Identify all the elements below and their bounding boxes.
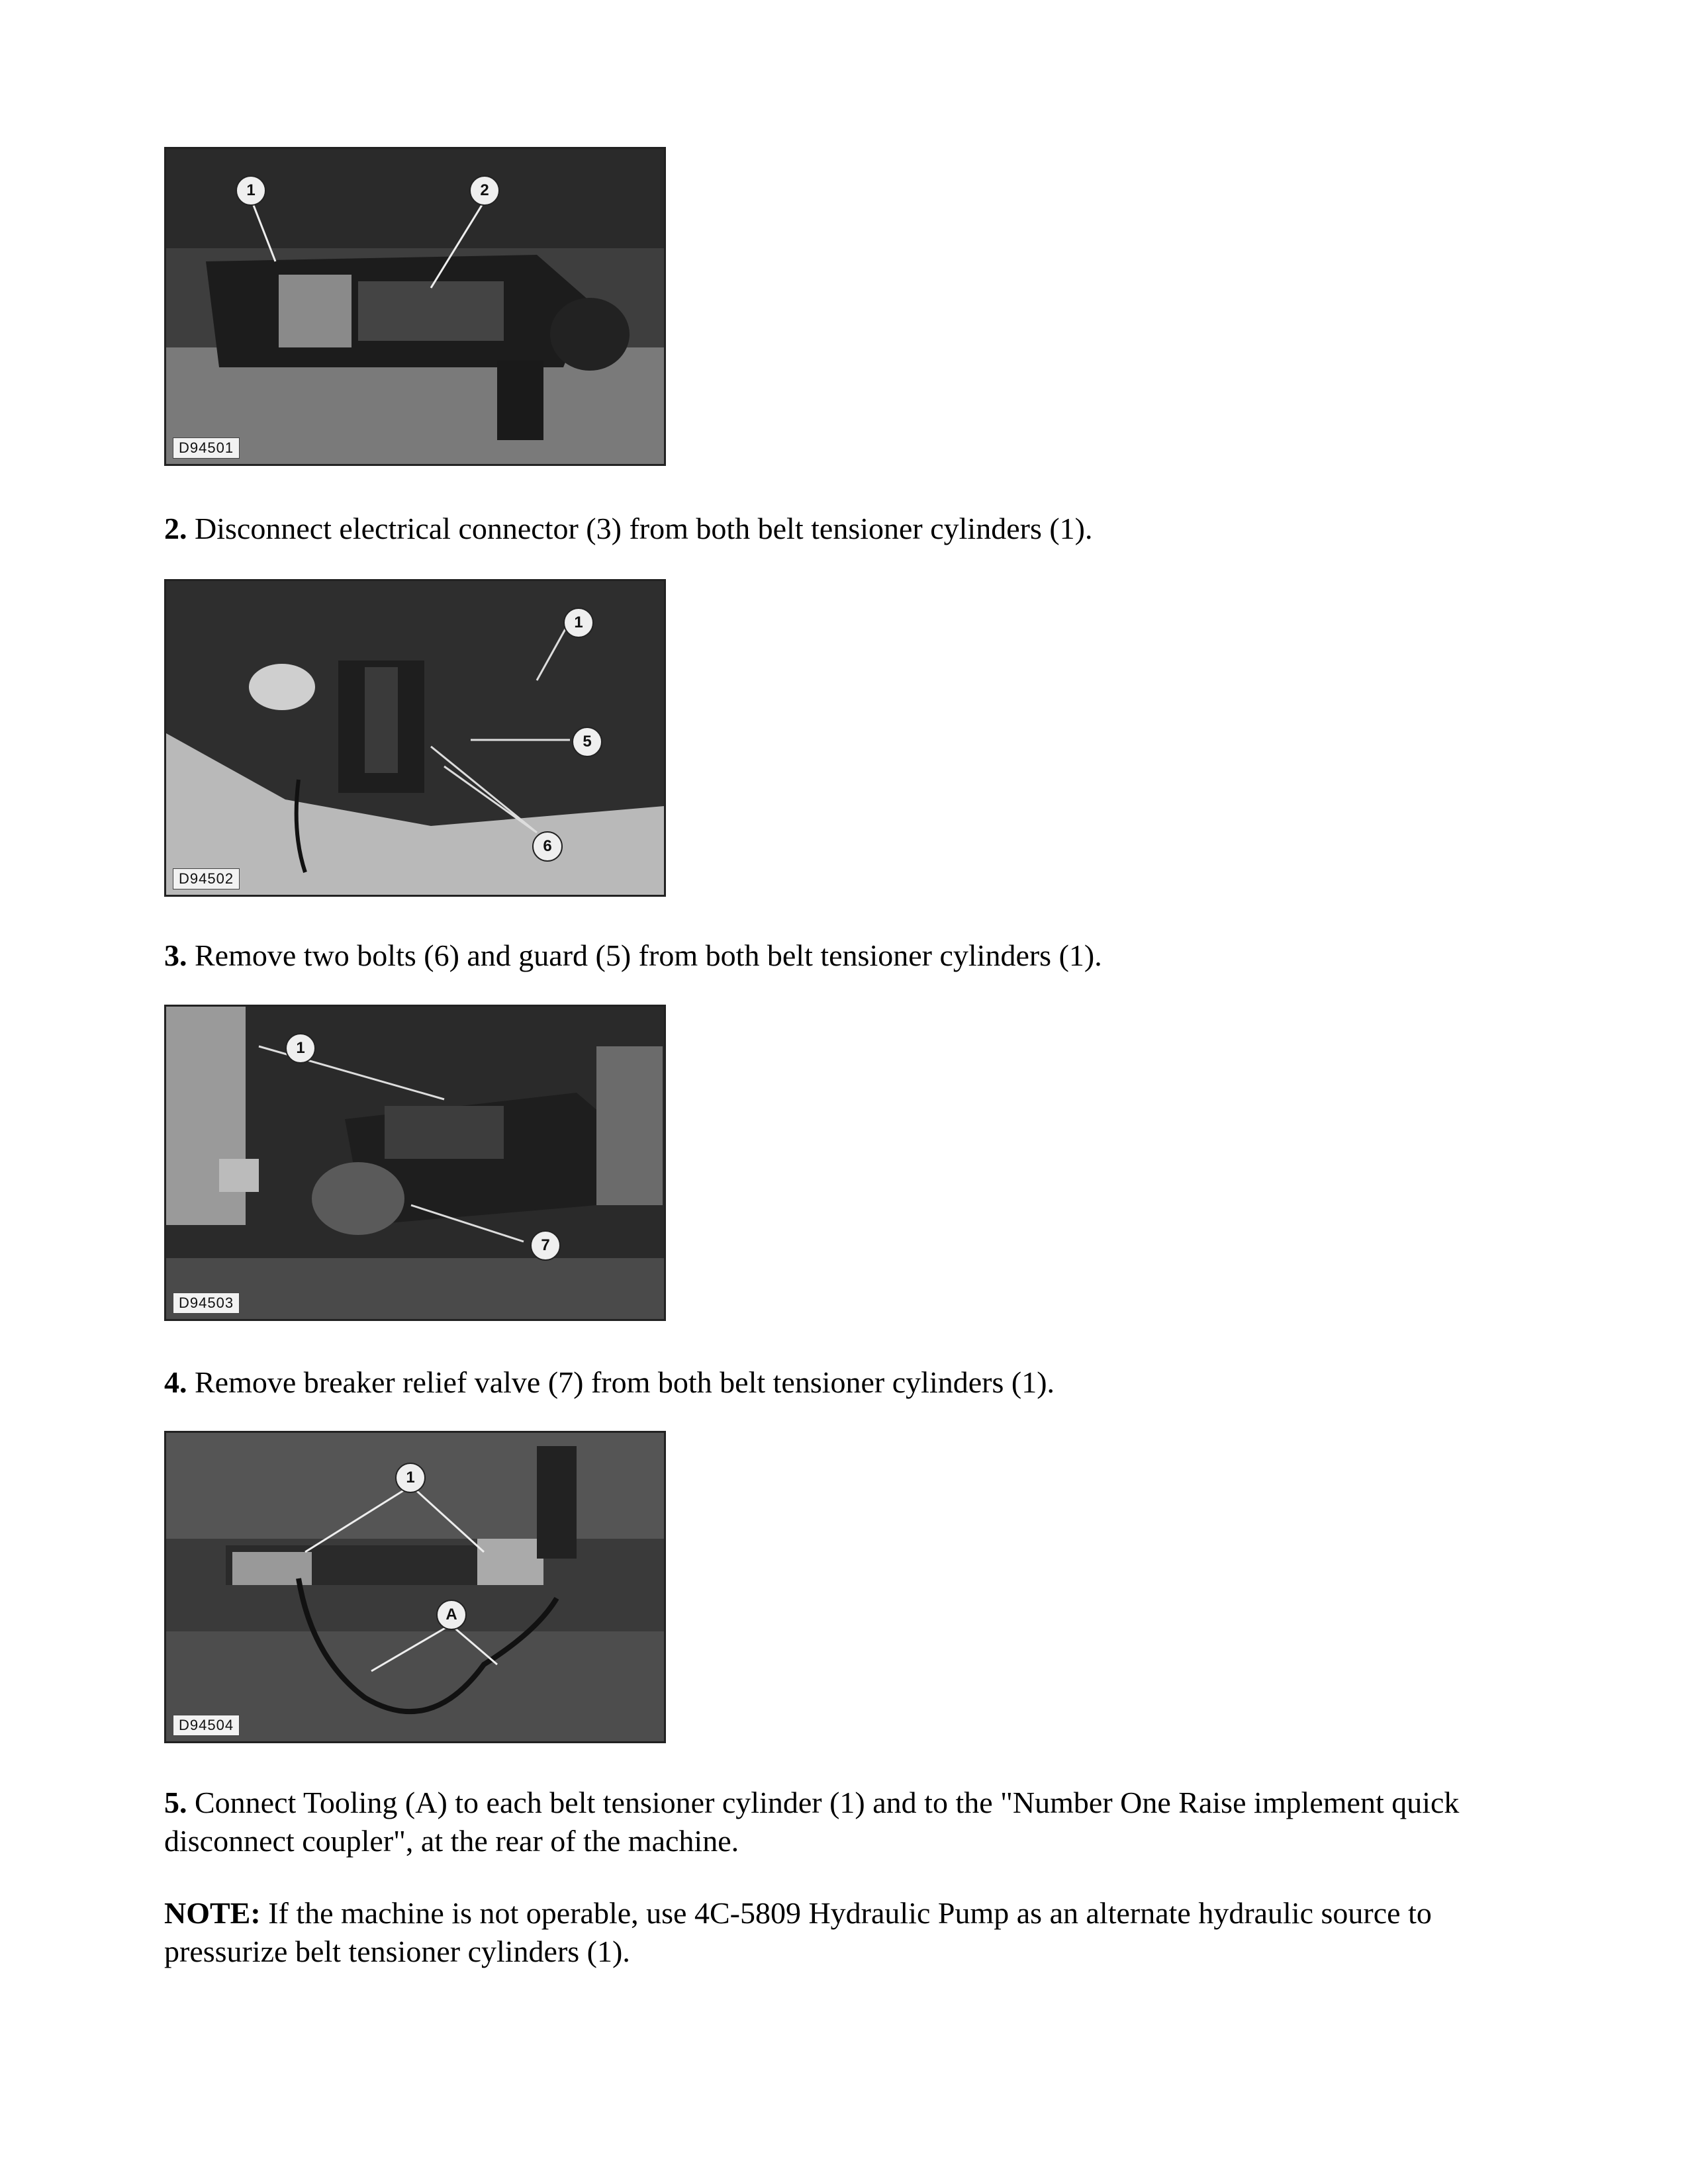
step-2 (164, 510, 1488, 548)
callout-1: 1 (563, 608, 594, 638)
callout-1: 1 (395, 1463, 426, 1493)
step-text: Remove two bolts (6) and guard (5) from both belt tensioner cylinders (1). (187, 938, 1102, 972)
figure-photo-d94501 (164, 147, 666, 466)
callout-5: 5 (572, 727, 602, 757)
callout-2: 2 (469, 175, 500, 206)
step-4 (164, 1363, 1488, 1402)
step-number: 3. (164, 938, 187, 972)
figure-id: D94504 (173, 1715, 240, 1736)
note-text: If the machine is not operable, use 4C-5809 Hydraulic Pump as an alternate hydraulic source to pressurize belt tensioner cylinders (1). (164, 1896, 1432, 1968)
breaker-relief-valve-photo (166, 1007, 664, 1319)
figure-id: D94503 (173, 1293, 240, 1314)
step-number: 2. (164, 512, 187, 545)
callout-6: 6 (532, 831, 563, 862)
note (164, 1894, 1521, 1971)
callout-a: A (436, 1600, 467, 1630)
step-text: Remove breaker relief valve (7) from both belt tensioner cylinders (1). (187, 1365, 1055, 1399)
step-text: Disconnect electrical connector (3) from both belt tensioner cylinders (1). (187, 512, 1093, 545)
step-text: Connect Tooling (A) to each belt tensioner cylinder (1) and to the "Number One Raise implement quick disconnect coupler", at the rear of the machine. (164, 1786, 1460, 1858)
callout-1: 1 (285, 1033, 316, 1064)
step-number: 4. (164, 1365, 187, 1399)
figure-photo-d94502 (164, 579, 666, 897)
step-3 (164, 936, 1488, 975)
figure-photo-d94503 (164, 1005, 666, 1321)
callout-7: 7 (530, 1230, 561, 1261)
note-label: NOTE: (164, 1896, 261, 1930)
callout-1: 1 (236, 175, 266, 206)
figure-id: D94502 (173, 868, 240, 889)
figure-id: D94501 (173, 437, 240, 459)
step-5 (164, 1784, 1521, 1860)
figure-photo-d94504 (164, 1431, 666, 1743)
step-number: 5. (164, 1786, 187, 1819)
